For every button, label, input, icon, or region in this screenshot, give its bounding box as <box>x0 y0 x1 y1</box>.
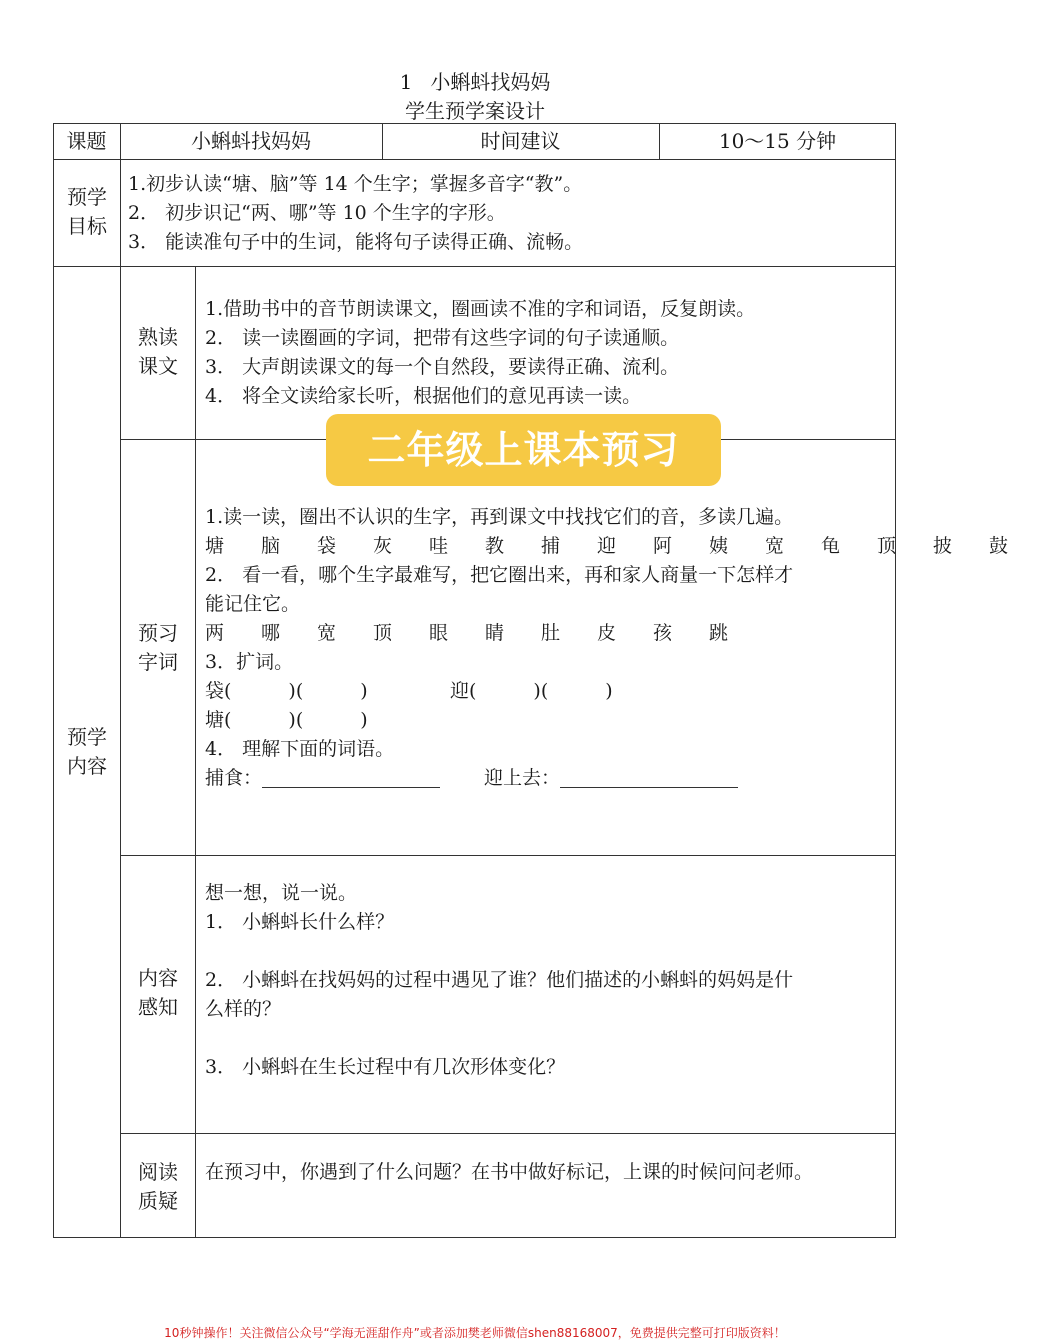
goal-item: 3． 能读准句子中的生词，能将句子读得正确、流畅。 <box>128 231 584 253</box>
col-divider <box>120 124 121 1237</box>
time-label: 时间建议 <box>480 129 561 153</box>
perception-content <box>205 879 793 1082</box>
reading-list <box>205 295 755 411</box>
reading-item: 2． 读一读圈画的字词，把带有这些字词的句子读通顺。 <box>205 327 680 349</box>
expand-blank-dai: 袋( )( ) <box>205 680 368 702</box>
reading-item: 3． 大声朗读课文的每一个自然段，要读得正确、流利。 <box>205 356 680 378</box>
questions-label: 阅读 质疑 <box>138 1160 178 1213</box>
words-task-2: 2． 看一看，哪个生字最难写，把它圈出来，再和家人商量一下怎样才 <box>205 564 794 586</box>
lesson-title <box>0 66 950 95</box>
reading-label: 熟读 课文 <box>138 325 178 378</box>
words-task-3: 3．扩词。 <box>205 651 294 673</box>
char-row-1: 塘 脑 袋 灰 哇 教 捕 迎 阿 姨 宽 龟 顶 披 鼓 <box>205 535 1009 557</box>
expand-row-1 <box>205 677 1045 706</box>
words-content <box>205 503 1045 793</box>
perception-intro: 想一想，说一说。 <box>205 882 358 904</box>
topic-label: 课题 <box>66 129 107 153</box>
term-label-1: 捕食： <box>205 767 263 789</box>
term-blank-2[interactable] <box>560 767 738 788</box>
row-divider <box>120 855 895 856</box>
expand-blank-ying: 迎( )( ) <box>450 680 613 702</box>
goal-item: 2． 初步识记“两、哪”等 10 个生字的字形。 <box>128 202 506 224</box>
perception-question-2-cont: 么样的？ <box>205 998 282 1020</box>
words-task-2-cont: 能记住它。 <box>205 593 301 615</box>
perception-question-1: 1． 小蝌蚪长什么样？ <box>205 911 395 933</box>
perception-label: 内容 感知 <box>138 966 178 1019</box>
time-value: 10～15 分钟 <box>718 129 837 153</box>
reading-item: 1.借助书中的音节朗读课文，圈画读不准的字和词语，反复朗读。 <box>205 298 756 320</box>
words-task-4: 4． 理解下面的词语。 <box>205 738 395 760</box>
term-blank-1[interactable] <box>262 767 440 788</box>
expand-row-2: 塘( )( ) <box>205 709 368 731</box>
term-label-2: 迎上去： <box>484 767 561 789</box>
page-subtitle: 学生预学案设计 <box>405 99 545 123</box>
row-divider <box>120 1133 895 1134</box>
topic-value: 小蝌蚪找妈妈 <box>191 129 311 153</box>
goals-list <box>128 170 583 257</box>
perception-question-3: 3． 小蝌蚪在生长过程中有几次形体变化？ <box>205 1056 566 1078</box>
col-divider <box>195 266 196 1237</box>
term-row <box>205 764 1045 793</box>
perception-question-2: 2． 小蝌蚪在找妈妈的过程中遇见了谁？他们描述的小蝌蚪的妈妈是什 <box>205 969 794 991</box>
words-label: 预习 字词 <box>138 621 178 674</box>
lesson-name: 小蝌蚪找妈妈 <box>430 70 551 94</box>
words-task-1: 1.读一读，圈出不认识的生字，再到课文中找找它们的音，多读几遍。 <box>205 506 794 528</box>
content-label: 预学 内容 <box>67 725 107 778</box>
promo-footer: 10秒钟操作！关注微信公众号“学海无涯甜作舟”或者添加樊老师微信shen88168007，免费提供完整可打印版资料！ <box>164 1326 786 1340</box>
reading-item: 4． 将全文读给家长听，根据他们的意见再读一读。 <box>205 385 642 407</box>
preview-banner: 二年级上课本预习 <box>326 414 721 486</box>
goal-item: 1.初步认读“塘、脑”等 14 个生字；掌握多音字“教”。 <box>128 173 583 195</box>
row-divider <box>54 159 895 160</box>
row-divider <box>54 266 895 267</box>
char-row-2: 两 哪 宽 顶 眼 睛 肚 皮 孩 跳 <box>205 622 729 644</box>
goals-label: 预学 目标 <box>67 185 107 238</box>
lesson-number: 1 <box>399 70 413 94</box>
questions-text: 在预习中，你遇到了什么问题？在书中做好标记，上课的时候问问老师。 <box>205 1161 814 1183</box>
